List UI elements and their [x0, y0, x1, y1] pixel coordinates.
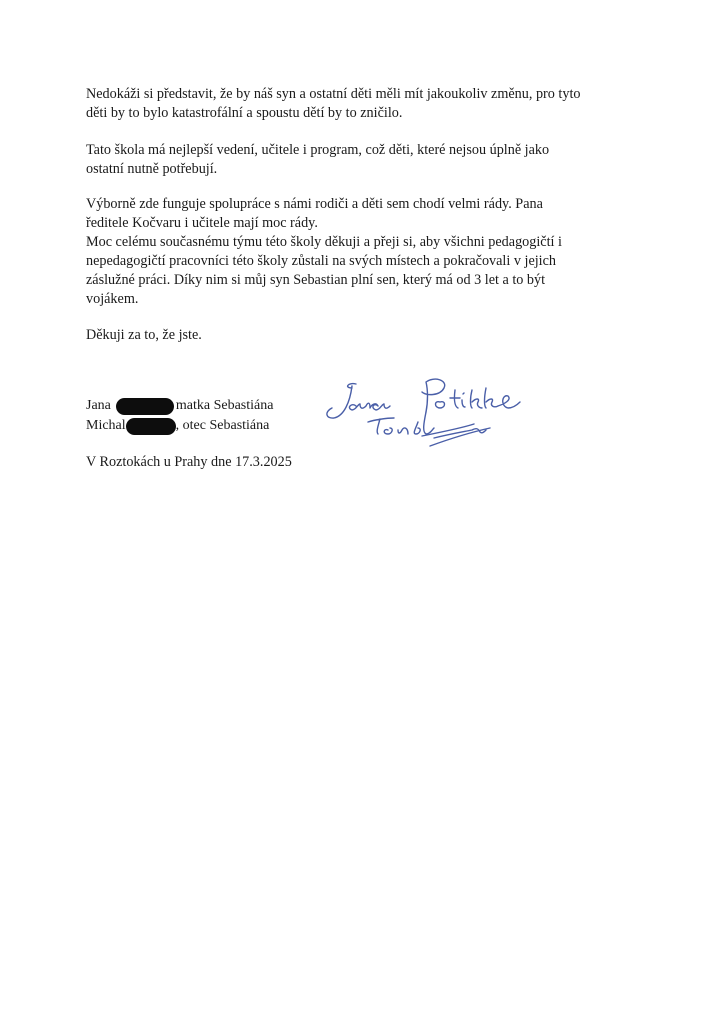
- redaction-bar: [116, 398, 174, 415]
- handwritten-signature: [322, 372, 552, 462]
- redaction-bar: [126, 418, 176, 435]
- paragraph-3-line-3: Moc celému současnému týmu této školy děkuji a přeji si, aby všichni pedagogičtí i: [86, 234, 562, 250]
- paragraph-4: [86, 326, 646, 345]
- paragraph-3: [86, 195, 646, 309]
- paragraph-1-line-2: děti by to bylo katastrofální a spoustu dětí by to zničilo.: [86, 105, 403, 121]
- place-and-date: V Roztokách u Prahy dne 17.3.2025: [86, 454, 292, 470]
- paragraph-1-line-1: Nedokáži si představit, že by náš syn a ostatní děti měli mít jakoukoliv změnu, pro tyto: [86, 86, 581, 102]
- signatories-block: [86, 396, 273, 436]
- paragraph-3-line-1: Výborně zde funguje spolupráce s námi rodiči a děti sem chodí velmi rády. Pana: [86, 196, 543, 212]
- mother-first-name: Jana: [86, 398, 111, 413]
- paragraph-2: [86, 141, 646, 179]
- mother-role: matka Sebastiána: [175, 398, 274, 413]
- father-line: [86, 416, 273, 436]
- paragraph-3-line-2: ředitele Kočvaru i učitele mají moc rády.: [86, 215, 318, 231]
- mother-line: [86, 396, 273, 416]
- paragraph-3-line-6: vojákem.: [86, 291, 139, 307]
- paragraph-2-line-2: ostatní nutně potřebují.: [86, 161, 218, 177]
- paragraph-2-line-1: Tato škola má nejlepší vedení, učitele i program, což děti, které nejsou úplně jako: [86, 142, 550, 158]
- paragraph-4-line-1: Děkuji za to, že jste.: [86, 327, 202, 343]
- father-role: , otec Sebastiána: [175, 418, 270, 433]
- paragraph-3-line-5: záslužné práci. Díky nim si můj syn Sebastian plní sen, který má od 3 let a to být: [86, 272, 546, 288]
- paragraph-1: [86, 85, 646, 123]
- paragraph-3-line-4: nepedagogičtí pracovníci této školy zůstali na svých místech a pokračovali v jejich: [86, 253, 557, 269]
- father-first-name: Michal: [86, 418, 126, 433]
